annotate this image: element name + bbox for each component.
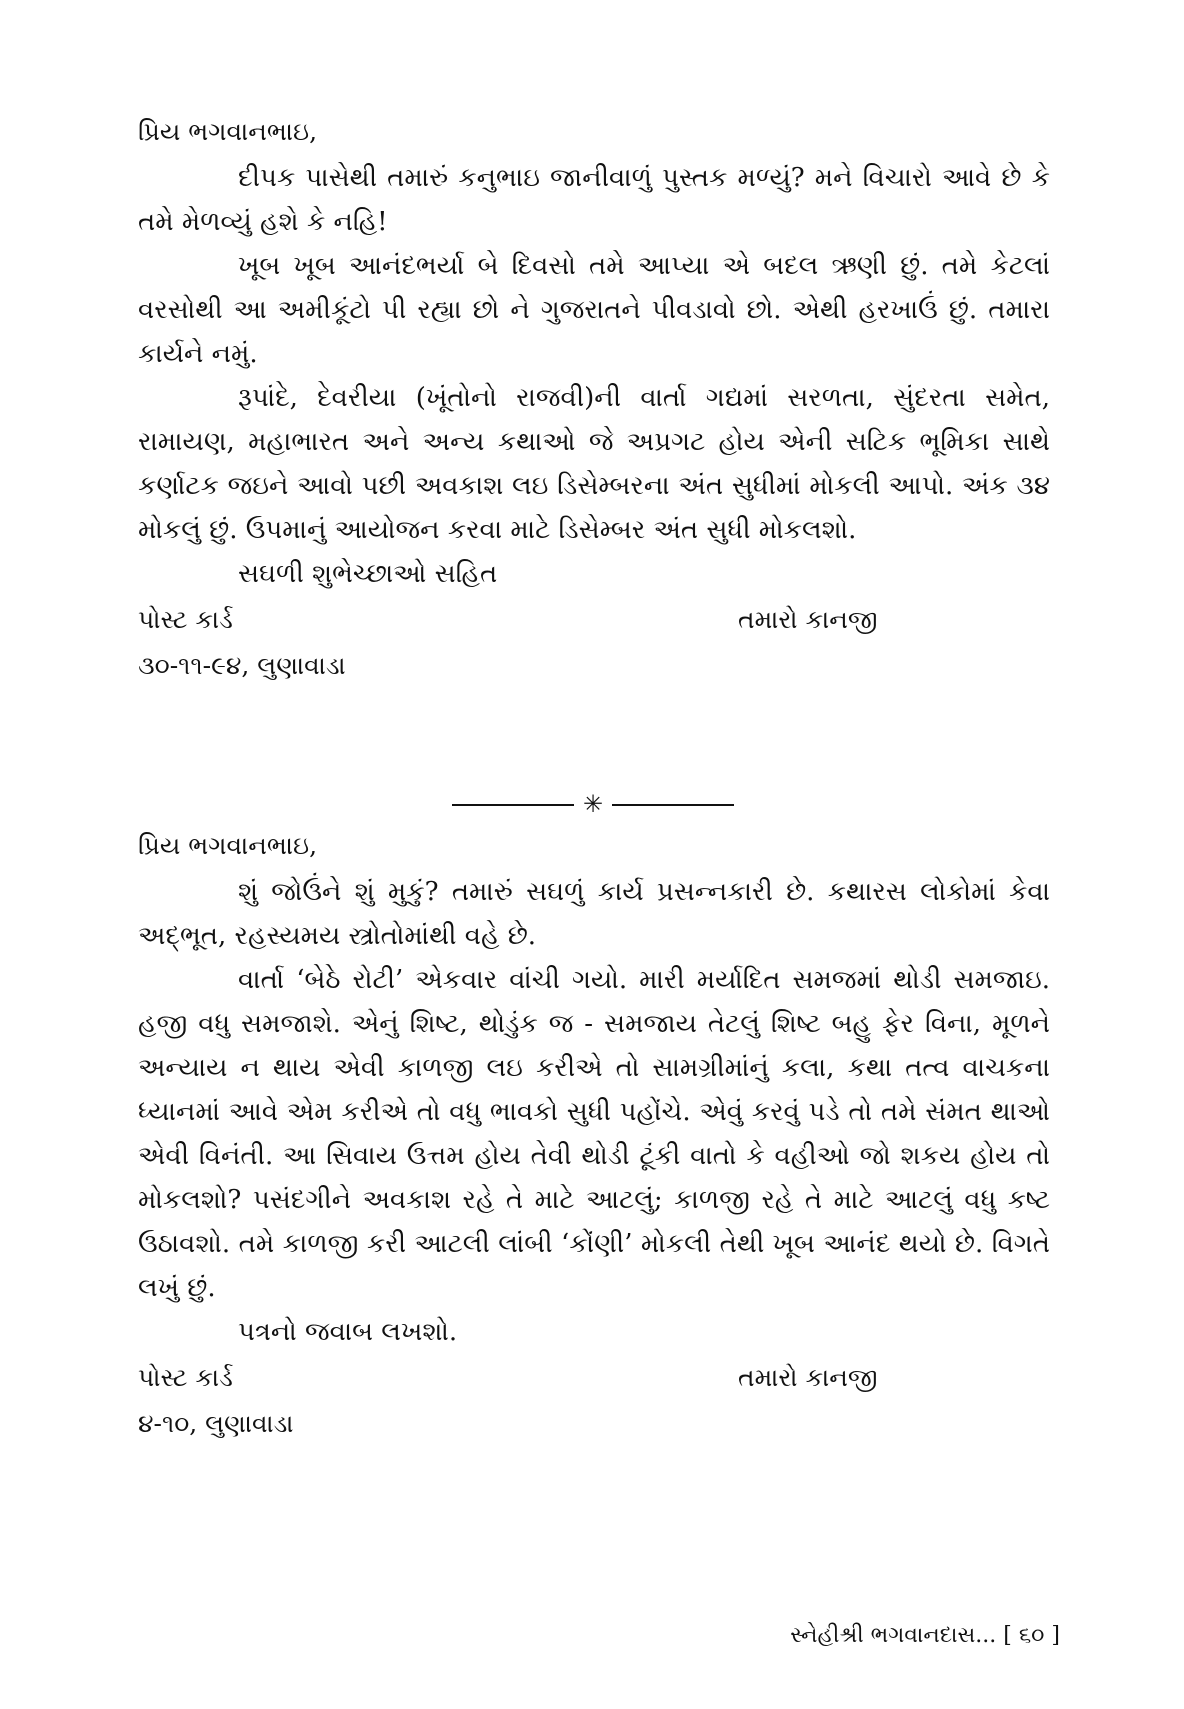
divider-line-left [452,804,574,806]
signature: તમારો કાનજી [738,1363,878,1392]
divider-line-right [612,804,734,806]
paragraph: દીપક પાસેથી તમારું કનુભાઇ જાનીવાળું પુસ્તક મળ્યું? મને વિચારો આવે છે કે તમે મેળવ્યું હશે કે નહિ! [138,163,1050,237]
salutation: પ્રિય ભગવાનભાઇ, [138,117,318,146]
divider-ornament-icon: ✳ [582,790,604,818]
letter-2 [138,826,1050,1446]
page-number: [ ૬૦ ] [1003,1623,1060,1648]
book-title: સ્નેહીશ્રી ભગવાનદાસ... [790,1623,997,1648]
page-footer [738,1620,1060,1652]
date-place: ૪-૧૦, લુણાવાડા [138,1409,294,1438]
signature: તમારો કાનજી [738,605,878,634]
signature-row [138,1354,1050,1402]
section-divider [452,790,734,818]
post-type-label: પોસ્ટ કાર્ડ [138,605,233,634]
closing-line: સઘળી શુભેચ્છાઓ સહિત [238,559,498,589]
post-type-label: પોસ્ટ કાર્ડ [138,1363,233,1392]
paragraph: ખૂબ ખૂબ આનંદભર્યા બે દિવસો તમે આપ્યા એ બદલ ઋણી છું. તમે કેટલાં વરસોથી આ અમીકૂંટો પી રહ્યા છો ને ગુજરાતને પીવડાવો છો. એથી હરખાઉં છું. તમારા કાર્યને નમું. [138,251,1050,369]
paragraph: રૂપાંદે, દેવરીયા (ખૂંતોનો રાજવી)ની વાર્તા ગદ્યમાં સરળતા, સુંદરતા સમેત, રામાયણ, મહાભારત અને અન્ય કથાઓ જે અપ્રગટ હોય એની સટિક ભૂમિકા સાથે કર્ણાટક જઇને આવો પછી અવકાશ લઇ ડિસેમ્બરના અંત સુધીમાં મોકલી આપો. અંક ૩૪ મોકલું છું. ઉપમાનું આયોજન કરવા માટે ડિસેમ્બર અંત સુધી મોકલશો. [138,383,1050,545]
closing-line: પત્રનો જવાબ લખશો. [238,1317,458,1347]
date-place: ૩૦-૧૧-૯૪, લુણાવાડા [138,651,346,680]
salutation: પ્રિય ભગવાનભાઇ, [138,831,318,860]
paragraph: શું જોઉંને શું મુકું? તમારું સઘળું કાર્ય પ્રસન્નકારી છે. કથારસ લોકોમાં કેવા અદ્ભૂત, રહસ્યમય સ્ત્રોતોમાંથી વહે છે. [138,877,1050,951]
signature-row [138,596,1050,644]
letter-1 [138,112,1050,688]
paragraph: વાર્તા ‘બેઠે રોટી’ એકવાર વાંચી ગયો. મારી મર્યાદિત સમજમાં થોડી સમજાઇ. હજી વધુ સમજાશે. એનું શિષ્ટ, થોડુંક જ - સમજાય તેટલું શિષ્ટ બહુ ફેર વિના, મૂળને અન્યાય ન થાય એવી કાળજી લઇ કરીએ તો સામગ્રીમાંનું કલા, કથા તત્વ વાચકના ધ્યાનમાં આવે એમ કરીએ તો વધુ ભાવકો સુધી પહોંચે. એવું કરવું પડે તો તમે સંમત થાઓ એવી વિનંતી. આ સિવાય ઉત્તમ હોય તેવી થોડી ટૂંકી વાતો કે વહીઓ જો શકય હોય તો મોકલશો? પસંદગીને અવકાશ રહે તે માટે આટલું; કાળજી રહે તે માટે આટલું વધુ કષ્ટ ઉઠાવશો. તમે કાળજી કરી આટલી લાંબી ‘કોંણી’ મોકલી તેથી ખૂબ આનંદ થયો છે. વિગતે લખું છું. [138,965,1050,1303]
